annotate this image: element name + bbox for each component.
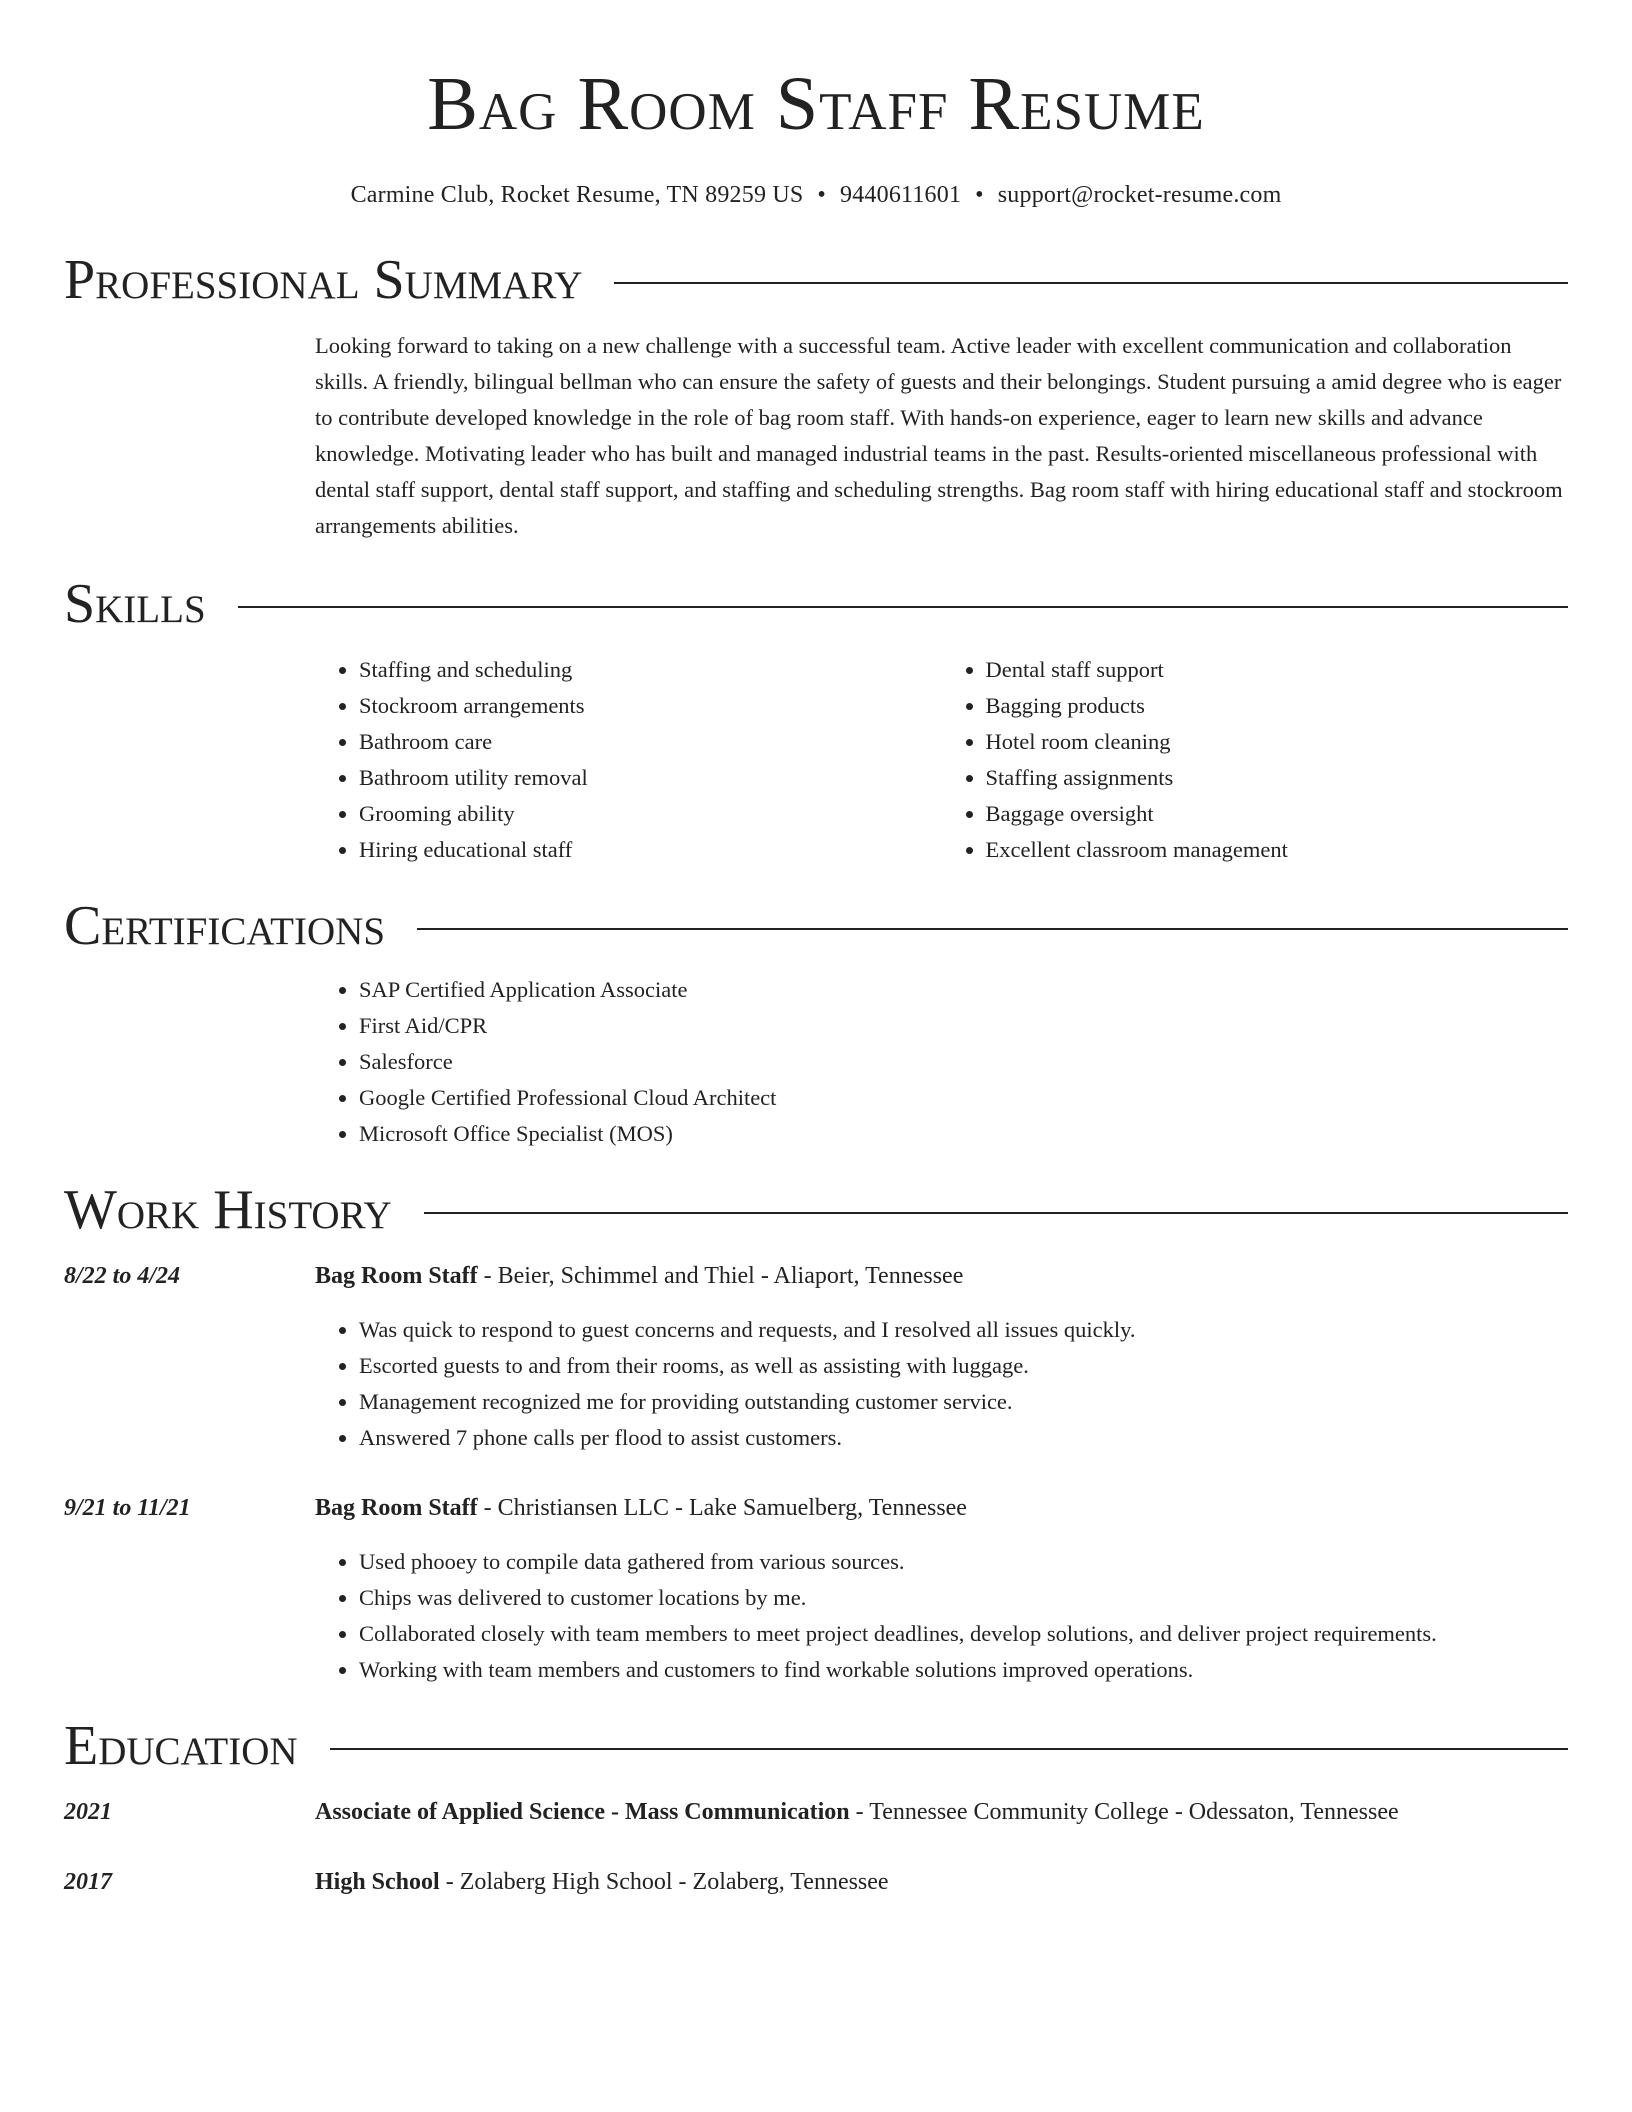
skill-item: • Bagging products [986,688,1569,724]
section-divider [417,928,1568,930]
skill-item: • Stockroom arrangements [359,688,942,724]
contact-address: Carmine Club, Rocket Resume, TN 89259 US [350,182,804,208]
summary-text: Looking forward to taking on a new challenge with a successful team. Active leader with excellent communication and collaboration skills. A friendly, bilingual bellman who can ensure the safety of guests and their belongings. Student pursuing a amid degree who is eager to contribute developed knowledge in the role of bag room staff. With hands-on experience, eager to learn new skills and advance knowledge. Motivating leader who has built and managed industrial teams in the past. Results-oriented miscellaneous professional with dental staff support, dental staff support, and staffing and scheduling strengths. Bag room staff with hiring educational staff and stockroom arrangements abilities. [315,333,1563,538]
section-divider [424,1212,1568,1214]
certification-item: • Salesforce [359,1044,1568,1080]
contact-email: support@rocket-resume.com [997,182,1282,208]
education-school: - Zolaberg High School - Zolaberg, Tennessee [439,1869,889,1895]
certification-item: • SAP Certified Application Associate [359,972,1568,1008]
skill-item: • Dental staff support [986,652,1569,688]
certifications-section-header [64,894,1568,958]
section-divider [330,1748,1568,1750]
job-bullet: • Chips was delivered to customer locations by me. [359,1580,1568,1616]
resume-page [64,0,1568,1900]
summary-section-header [64,248,1568,312]
certifications-list [315,972,1568,1152]
job-bullet: • Escorted guests to and from their rooms, as well as assisting with luggage. [359,1348,1568,1384]
education-degree: High School [315,1869,440,1895]
skill-item: • Bathroom care [359,724,942,760]
skill-item: • Staffing assignments [986,760,1569,796]
skill-item: • Staffing and scheduling [359,652,942,688]
job-info [315,1490,1568,1526]
job-title: Bag Room Staff [315,1263,478,1289]
job-dates: 9/21 to 11/21 [64,1495,191,1521]
education-section-header [64,1714,1568,1778]
certification-item: • Microsoft Office Specialist (MOS) [359,1116,1568,1152]
contact-line [64,180,1568,210]
job-bullet: • Was quick to respond to guest concerns and requests, and I resolved all issues quickly. [359,1312,1568,1348]
job-info [315,1258,1568,1294]
skill-item: • Bathroom utility removal [359,760,942,796]
skills-section-header [64,572,1568,636]
job-bullet: • Collaborated closely with team members to meet project deadlines, develop solutions, and deliver project requirements. [359,1616,1568,1652]
education-info [315,1864,1568,1900]
resume-title: Bag Room Staff Resume [427,62,1205,146]
skills-heading: Skills [64,573,206,635]
section-divider [614,282,1568,284]
job-employer: - Christiansen LLC - Lake Samuelberg, Tennessee [477,1495,967,1521]
contact-separator: • [817,182,827,208]
education-year: 2017 [64,1869,112,1895]
contact-separator: • [975,182,984,208]
skills-column-left [315,652,942,868]
education-year: 2021 [64,1799,112,1825]
job-employer: - Beier, Schimmel and Thiel - Aliaport, Tennessee [477,1263,964,1289]
skill-item: • Grooming ability [359,796,942,832]
job-dates: 8/22 to 4/24 [64,1263,181,1289]
certification-item: • First Aid/CPR [359,1008,1568,1044]
contact-phone: 9440611601 [840,182,962,208]
job-bullets [315,1544,1568,1688]
job-bullet: • Answered 7 phone calls per flood to assist customers. [359,1420,1568,1456]
job-title: Bag Room Staff [315,1495,478,1521]
skills-column-right [942,652,1569,868]
job-bullet: • Working with team members and customers to find workable solutions improved operations. [359,1652,1568,1688]
skill-item: • Excellent classroom management [986,832,1569,868]
education-entry [64,1794,1568,1830]
education-heading: Education [64,1715,298,1777]
education-entry [64,1864,1568,1900]
section-divider [238,606,1568,608]
skill-item: • Baggage oversight [986,796,1569,832]
skill-item: • Hotel room cleaning [986,724,1569,760]
job-bullet: • Management recognized me for providing outstanding customer service. [359,1384,1568,1420]
certifications-heading: Certifications [64,895,386,957]
job-entry [64,1258,1568,1294]
work-history-section-header [64,1178,1568,1242]
work-history-heading: Work History [64,1179,392,1241]
skill-item: • Hiring educational staff [359,832,942,868]
education-school: - Tennessee Community College - Odessaton, Tennessee [849,1799,1399,1825]
education-info [315,1794,1568,1830]
job-entry [64,1490,1568,1526]
job-bullets [315,1312,1568,1456]
certification-item: • Google Certified Professional Cloud Architect [359,1080,1568,1116]
education-degree: Associate of Applied Science - Mass Communication [315,1799,850,1825]
summary-heading: Professional Summary [64,249,583,311]
job-bullet: • Used phooey to compile data gathered from various sources. [359,1544,1568,1580]
skills-list [315,652,1568,868]
